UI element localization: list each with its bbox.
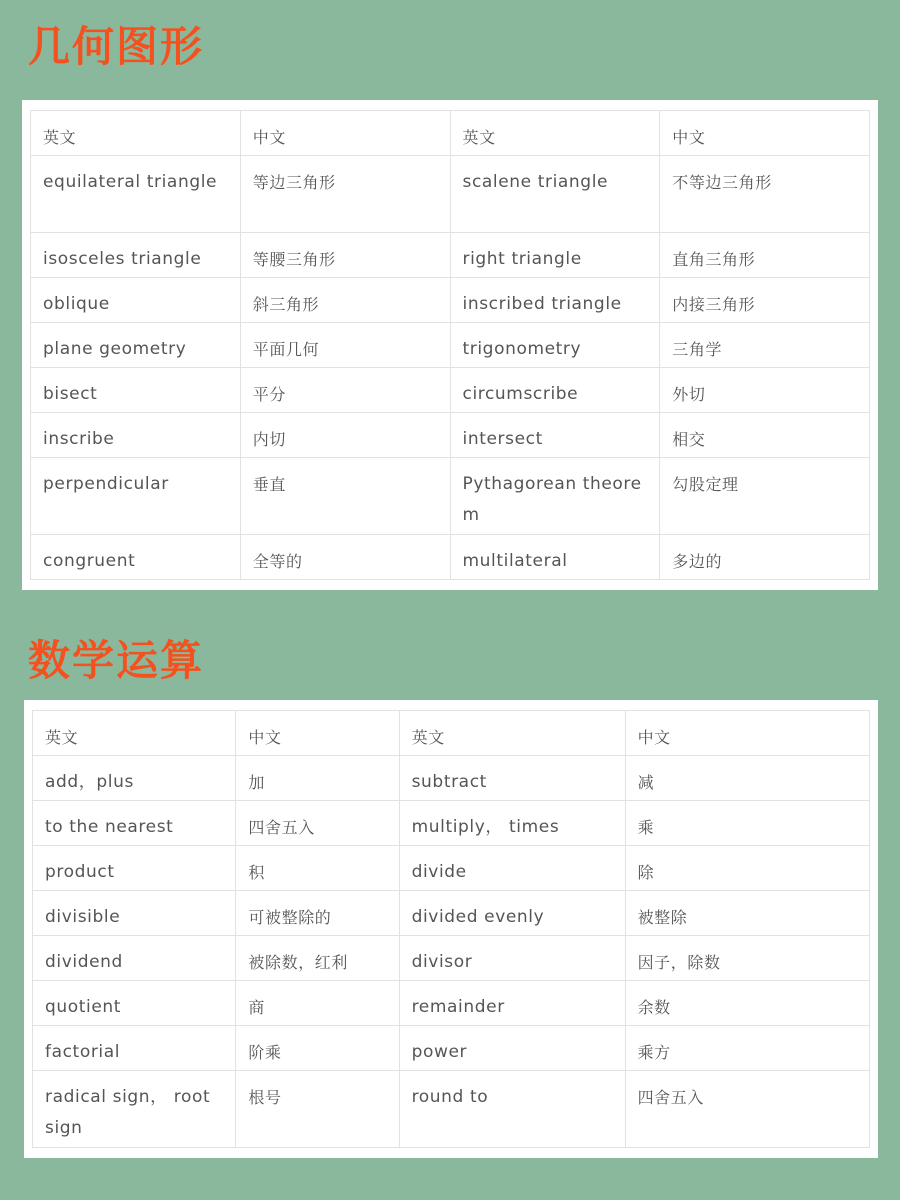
table-row xyxy=(33,756,870,801)
table-row xyxy=(33,801,870,846)
term-chinese: 勾股定理 xyxy=(660,458,870,535)
term-chinese: 根号 xyxy=(236,1071,399,1148)
table-header-row xyxy=(33,711,870,756)
term-chinese: 可被整除的 xyxy=(236,891,399,936)
math-operations-vocab-table-panel xyxy=(24,700,878,1158)
term-english: circumscribe xyxy=(450,368,660,413)
header-cell-chinese: 中文 xyxy=(240,111,450,156)
header-cell-chinese: 中文 xyxy=(625,711,869,756)
table-row xyxy=(33,936,870,981)
term-chinese: 乘 xyxy=(625,801,869,846)
table-row xyxy=(31,368,870,413)
header-cell-english: 英文 xyxy=(399,711,625,756)
term-english: remainder xyxy=(399,981,625,1026)
term-chinese: 平分 xyxy=(240,368,450,413)
header-cell-english: 英文 xyxy=(31,111,241,156)
term-chinese: 四舍五入 xyxy=(236,801,399,846)
header-cell-chinese: 中文 xyxy=(660,111,870,156)
term-english: scalene triangle xyxy=(450,156,660,233)
term-english: divisor xyxy=(399,936,625,981)
term-english: quotient xyxy=(33,981,236,1026)
term-chinese: 不等边三角形 xyxy=(660,156,870,233)
term-english: inscribed triangle xyxy=(450,278,660,323)
header-cell-chinese: 中文 xyxy=(236,711,399,756)
math-operations-vocab-table xyxy=(32,710,870,1148)
term-chinese: 被整除 xyxy=(625,891,869,936)
term-chinese: 余数 xyxy=(625,981,869,1026)
table-row xyxy=(31,156,870,233)
term-chinese: 全等的 xyxy=(240,535,450,580)
term-chinese: 垂直 xyxy=(240,458,450,535)
table-row xyxy=(31,233,870,278)
term-english: multilateral xyxy=(450,535,660,580)
term-english: radical sign， root sign xyxy=(33,1071,236,1148)
term-chinese: 除 xyxy=(625,846,869,891)
term-chinese: 加 xyxy=(236,756,399,801)
term-chinese: 斜三角形 xyxy=(240,278,450,323)
term-english: multiply， times xyxy=(399,801,625,846)
term-english: dividend xyxy=(33,936,236,981)
term-chinese: 平面几何 xyxy=(240,323,450,368)
term-english: add，plus xyxy=(33,756,236,801)
term-english: right triangle xyxy=(450,233,660,278)
term-chinese: 减 xyxy=(625,756,869,801)
table-row xyxy=(33,1071,870,1148)
term-chinese: 等腰三角形 xyxy=(240,233,450,278)
term-english: to the nearest xyxy=(33,801,236,846)
table-row xyxy=(33,891,870,936)
term-english: oblique xyxy=(31,278,241,323)
term-english: power xyxy=(399,1026,625,1071)
term-english: divisible xyxy=(33,891,236,936)
term-chinese: 商 xyxy=(236,981,399,1026)
term-chinese: 等边三角形 xyxy=(240,156,450,233)
section-title-math-operations: 数学运算 xyxy=(28,636,205,685)
term-chinese: 阶乘 xyxy=(236,1026,399,1071)
term-english: Pythagorean theorem xyxy=(450,458,660,535)
term-english: plane geometry xyxy=(31,323,241,368)
term-chinese: 四舍五入 xyxy=(625,1071,869,1148)
term-english: trigonometry xyxy=(450,323,660,368)
term-english: intersect xyxy=(450,413,660,458)
term-chinese: 乘方 xyxy=(625,1026,869,1071)
term-english: isosceles triangle xyxy=(31,233,241,278)
table-row xyxy=(33,1026,870,1071)
term-english: divided evenly xyxy=(399,891,625,936)
table-row xyxy=(31,323,870,368)
term-english: perpendicular xyxy=(31,458,241,535)
term-chinese: 因子，除数 xyxy=(625,936,869,981)
term-english: subtract xyxy=(399,756,625,801)
term-english: inscribe xyxy=(31,413,241,458)
term-english: congruent xyxy=(31,535,241,580)
term-chinese: 被除数，红利 xyxy=(236,936,399,981)
table-row xyxy=(31,458,870,535)
term-english: divide xyxy=(399,846,625,891)
section-title-geometry: 几何图形 xyxy=(28,22,205,71)
geometry-vocab-table-panel xyxy=(22,100,878,590)
header-cell-english: 英文 xyxy=(450,111,660,156)
term-english: product xyxy=(33,846,236,891)
term-english: round to xyxy=(399,1071,625,1148)
term-chinese: 外切 xyxy=(660,368,870,413)
geometry-vocab-table xyxy=(30,110,870,580)
table-row xyxy=(31,413,870,458)
term-chinese: 内接三角形 xyxy=(660,278,870,323)
term-english: factorial xyxy=(33,1026,236,1071)
term-chinese: 直角三角形 xyxy=(660,233,870,278)
term-chinese: 多边的 xyxy=(660,535,870,580)
term-chinese: 内切 xyxy=(240,413,450,458)
term-chinese: 三角学 xyxy=(660,323,870,368)
table-row xyxy=(33,846,870,891)
table-header-row xyxy=(31,111,870,156)
table-row xyxy=(33,981,870,1026)
table-row xyxy=(31,535,870,580)
header-cell-english: 英文 xyxy=(33,711,236,756)
term-english: bisect xyxy=(31,368,241,413)
table-row xyxy=(31,278,870,323)
term-chinese: 相交 xyxy=(660,413,870,458)
term-english: equilateral triangle xyxy=(31,156,241,233)
term-chinese: 积 xyxy=(236,846,399,891)
